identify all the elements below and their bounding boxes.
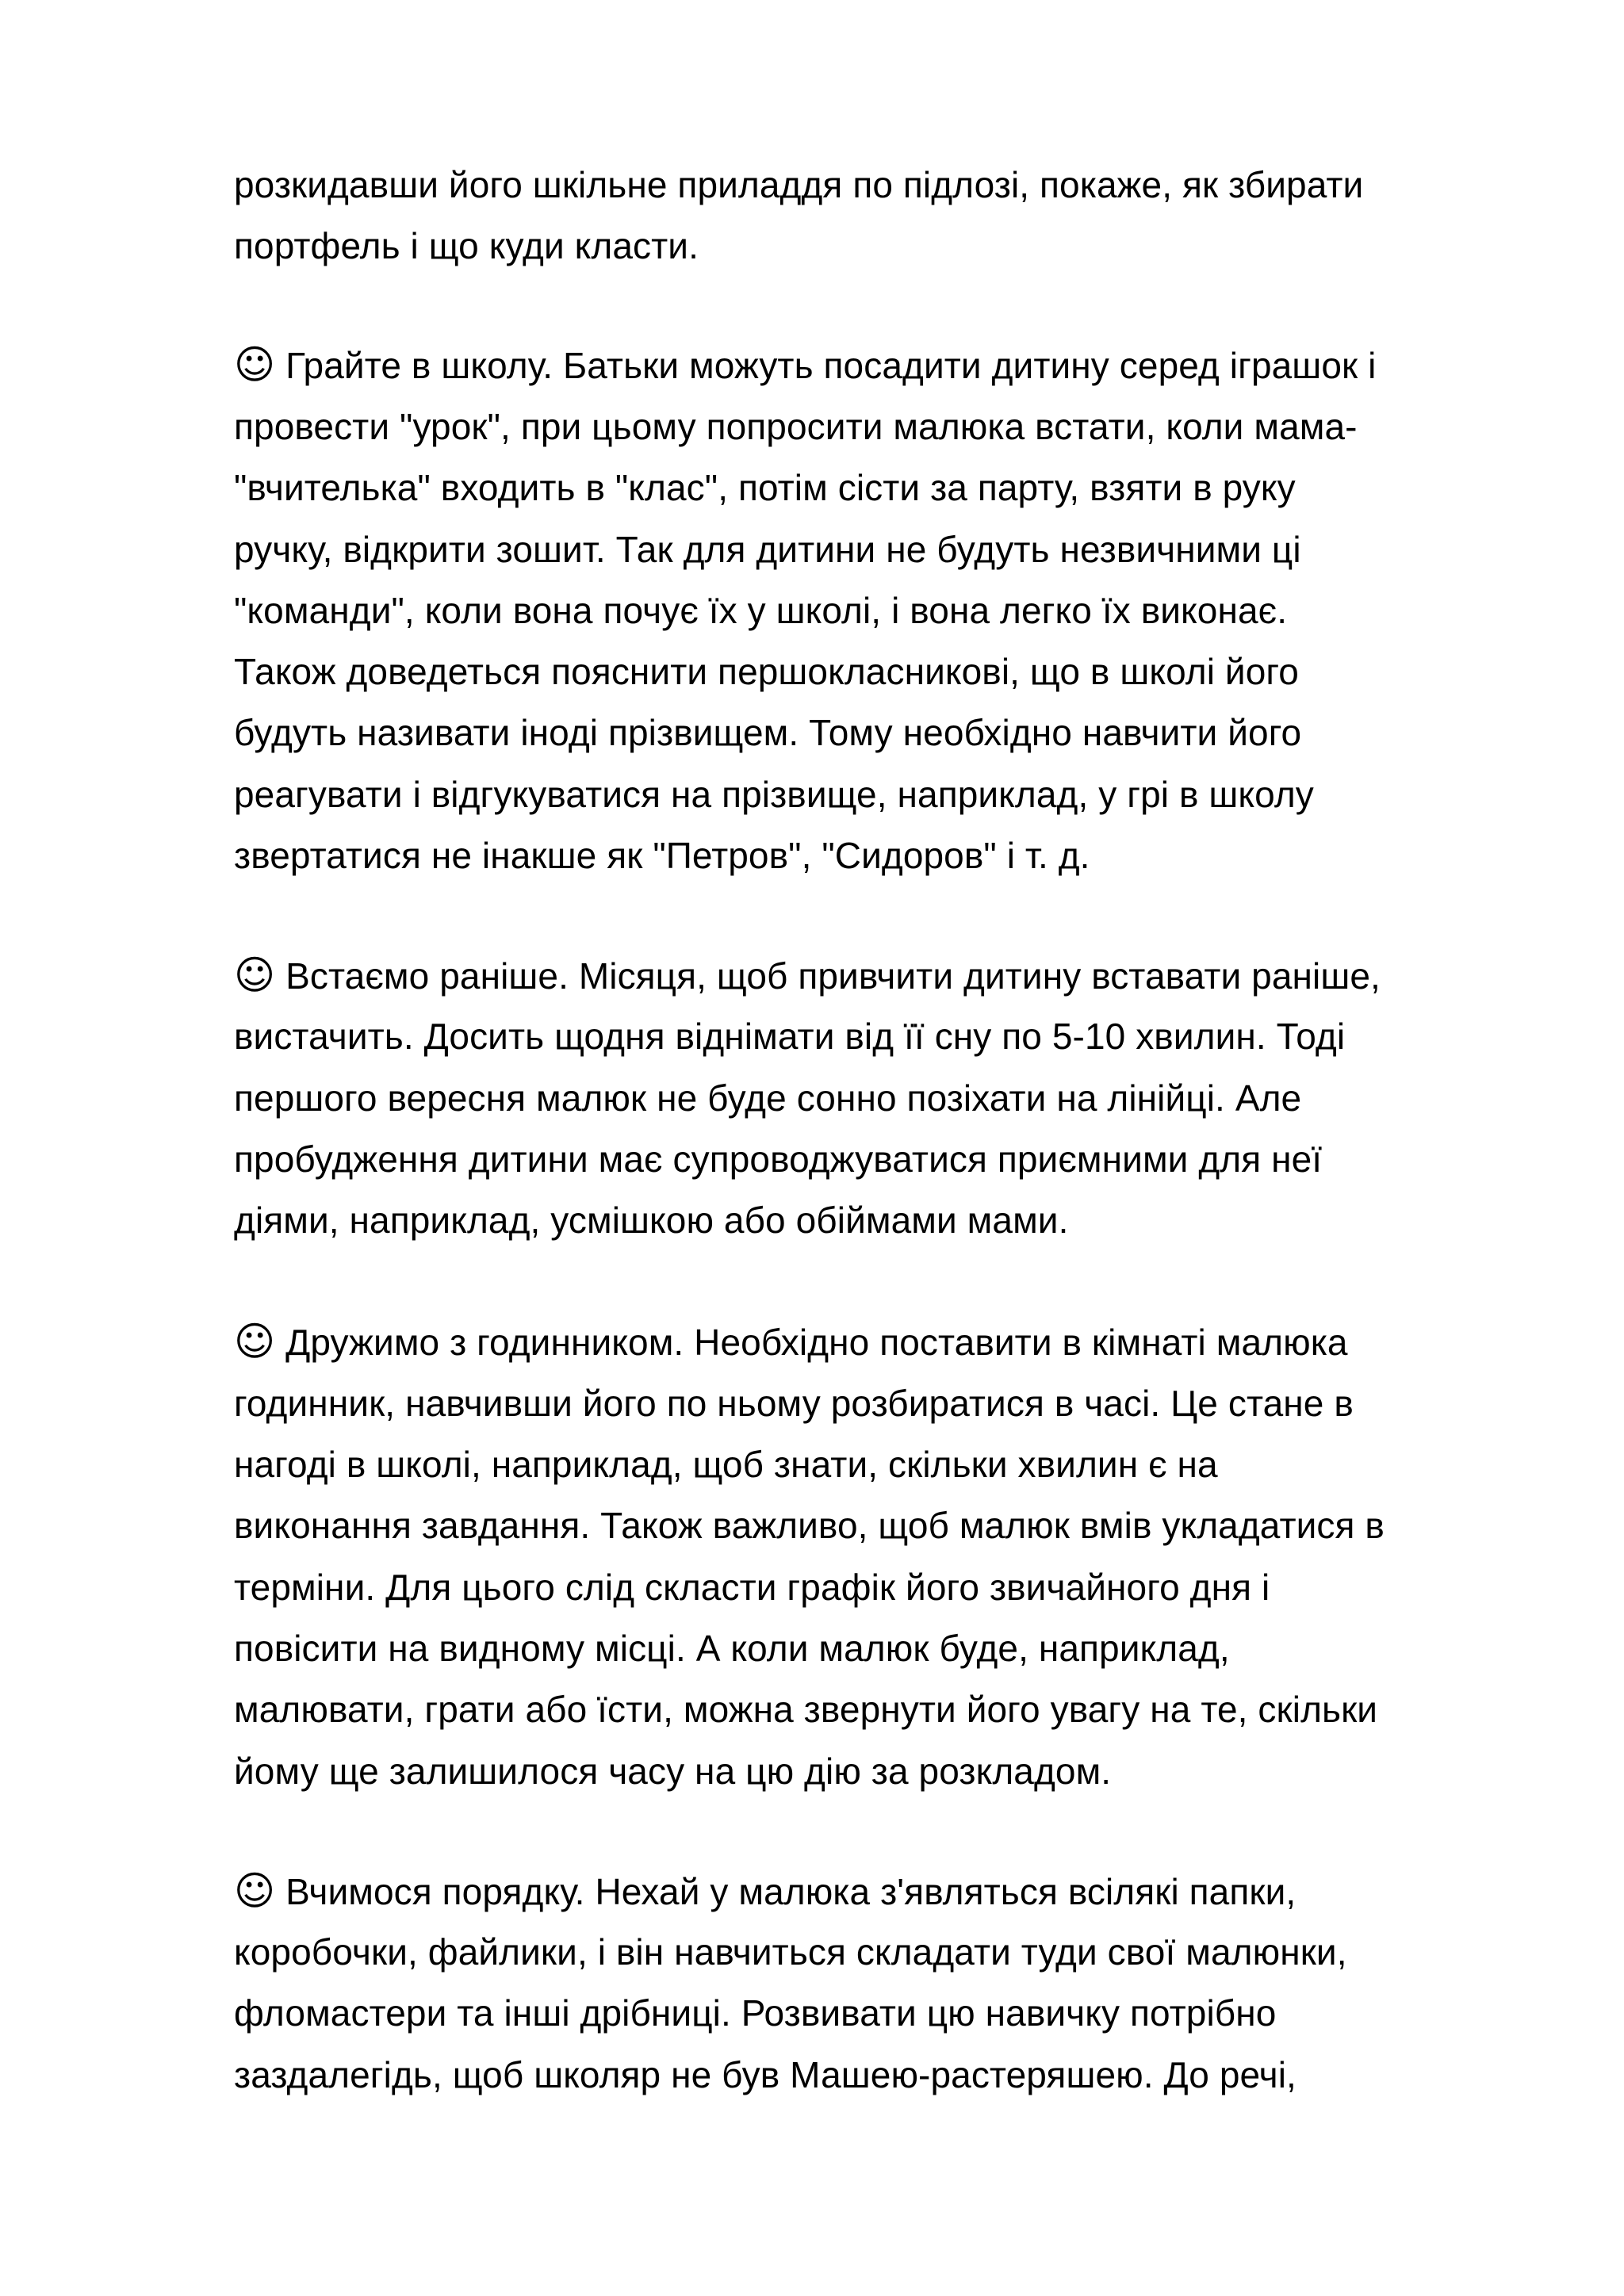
section-heading-line: ☺ Встаємо раніше. Місяця, щоб привчити дитину вставати раніше, [234, 952, 1381, 998]
text-line: йому ще залишилося часу на цю дію за розкладом. [234, 1751, 1112, 1792]
text-line: портфель і що куди класти. [234, 225, 699, 266]
text-line: терміни. Для цього слід скласти графік його звичайного дня і [234, 1567, 1270, 1608]
text-line: повісити на видному місці. А коли малюк буде, наприклад, [234, 1628, 1230, 1669]
text-line: нагоді в школі, наприклад, щоб знати, скільки хвилин є на [234, 1444, 1218, 1485]
text-line: "вчителька" входить в "клас", потім сісти за парту, взяти в руку [234, 467, 1296, 508]
text-line: першого вересня малюк не буде сонно позіхати на лінійці. Але [234, 1077, 1302, 1119]
smiley-icon: ☺ [234, 1318, 276, 1364]
text-line: "команди", коли вона почує їх у школі, і вона легко їх виконає. [234, 590, 1288, 631]
smiley-icon: ☺ [234, 342, 276, 388]
text-line: малювати, грати або їсти, можна звернути його увагу на те, скільки [234, 1689, 1378, 1730]
text-line: реагувати і відгукуватися на прізвище, наприклад, у грі в школу [234, 774, 1314, 815]
text-line: заздалегідь, щоб школяр не був Машею-растеряшею. До речі, [234, 2054, 1297, 2095]
text-line: вистачить. Досить щодня віднімати від її сну по 5-10 хвилин. Тоді [234, 1016, 1346, 1057]
text-line: ручку, відкрити зошит. Так для дитини не будуть незвичними ці [234, 529, 1301, 570]
section-heading-line: ☺ Дружимо з годинником. Необхідно поставити в кімнаті малюка [234, 1318, 1348, 1364]
smiley-icon: ☺ [234, 1868, 276, 1914]
section-heading-line: ☺ Грайте в школу. Батьки можуть посадити дитину серед іграшок і [234, 342, 1377, 388]
text-line: Також доведеться пояснити першокласникові, що в школі його [234, 651, 1299, 692]
section-heading-line: ☺ Вчимося порядку. Нехай у малюка з'являться всілякі папки, [234, 1868, 1297, 1914]
text-line: звертатися не інакше як "Петров", "Сидоров" і т. д. [234, 835, 1090, 876]
text-line: діями, наприклад, усмішкою або обіймами мами. [234, 1200, 1069, 1241]
text-line: розкидавши його шкільне приладдя по підлозі, покаже, як збирати [234, 164, 1364, 205]
text-line: виконання завдання. Також важливо, щоб малюк вмів укладатися в [234, 1505, 1385, 1546]
text-line: провести "урок", при цьому попросити малюка встати, коли мама- [234, 406, 1358, 447]
text-line: будуть називати іноді прізвищем. Тому необхідно навчити його [234, 712, 1302, 753]
smiley-icon: ☺ [234, 952, 276, 998]
text-line: годинник, навчивши його по ньому розбиратися в часі. Це стане в [234, 1383, 1354, 1424]
text-line: пробудження дитини має супроводжуватися приємними для неї [234, 1138, 1323, 1180]
text-line: коробочки, файлики, і він навчиться складати туди свої малюнки, [234, 1931, 1347, 1973]
text-line: фломастери та інші дрібниці. Розвивати цю навичку потрібно [234, 1992, 1277, 2034]
